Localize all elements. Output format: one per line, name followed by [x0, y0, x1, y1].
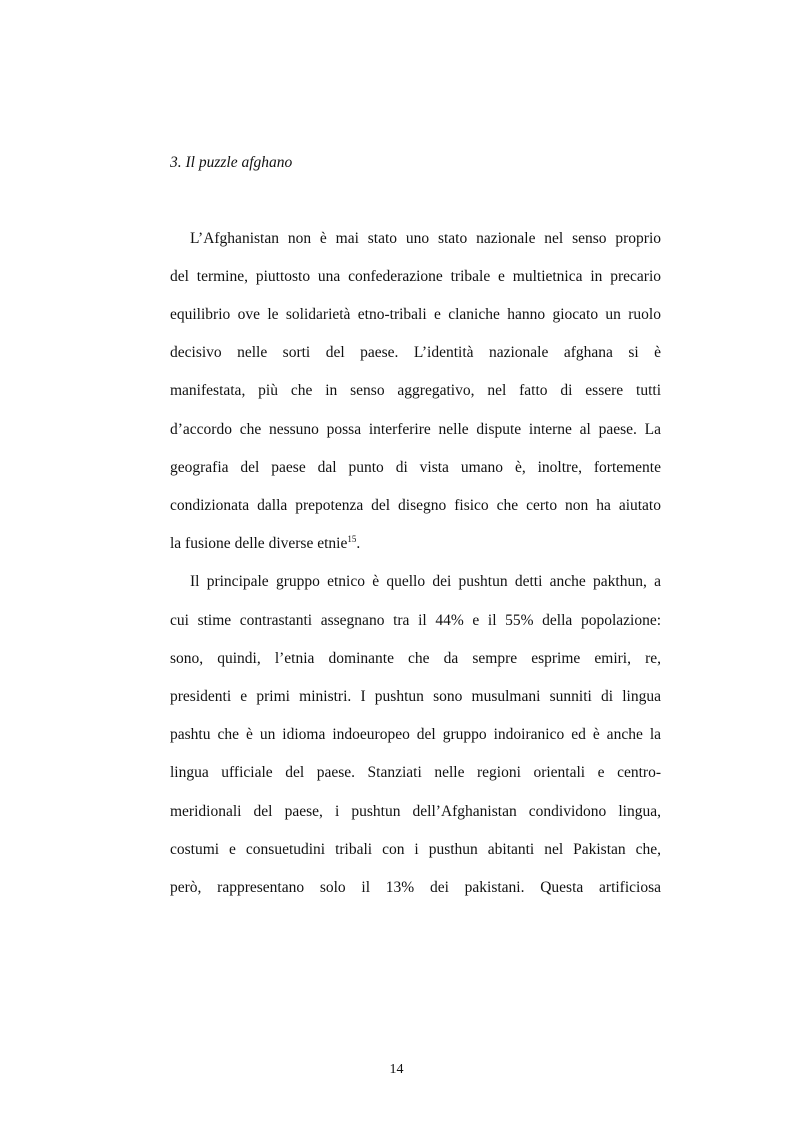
- paragraph-1-line: decisivo nelle sorti del paese. L’identità nazionale afghana si è: [170, 344, 661, 361]
- paragraph-1-line: del termine, piuttosto una confederazione tribale e multietnica in precario: [170, 268, 661, 285]
- footnote-reference[interactable]: 15: [347, 534, 357, 544]
- paragraph-2-line: cui stime contrastanti assegnano tra il 44% e il 55% della popolazione:: [170, 612, 661, 629]
- paragraph-1-line: geografia del paese dal punto di vista umano è, inoltre, fortemente: [170, 459, 661, 476]
- paragraph-1-line: manifestata, più che in senso aggregativo, nel fatto di essere tutti: [170, 382, 661, 399]
- paragraph-2-line: pashtu che è un idioma indoeuropeo del gruppo indoiranico ed è anche la: [170, 726, 661, 743]
- paragraph-2-line: sono, quindi, l’etnia dominante che da sempre esprime emiri, re,: [170, 650, 661, 667]
- paragraph-1-last-line-text: la fusione delle diverse etnie: [170, 535, 348, 552]
- paragraph-2-line: Il principale gruppo etnico è quello dei pushtun detti anche pakthun, a: [190, 573, 661, 590]
- paragraph-1-line: condizionata dalla prepotenza del disegno fisico che certo non ha aiutato: [170, 497, 661, 514]
- paragraph-2-line: presidenti e primi ministri. I pushtun sono musulmani sunniti di lingua: [170, 688, 661, 705]
- paragraph-1-last-line: [170, 533, 360, 555]
- paragraph-2-line: meridionali del paese, i pushtun dell’Afghanistan condividono lingua,: [170, 803, 661, 820]
- paragraph-1-line: d’accordo che nessuno possa interferire nelle dispute interne al paese. La: [170, 421, 661, 438]
- paragraph-2-line: costumi e consuetudini tribali con i pusthun abitanti nel Pakistan che,: [170, 841, 661, 858]
- paragraph-2-line: lingua ufficiale del paese. Stanziati nelle regioni orientali e centro-: [170, 764, 661, 781]
- page-number: 14: [389, 1062, 404, 1077]
- paragraph-1-line: equilibrio ove le solidarietà etno-tribali e claniche hanno giocato un ruolo: [170, 306, 661, 323]
- section-heading: 3. Il puzzle afghano: [170, 154, 293, 171]
- paragraph-2-line: però, rappresentano solo il 13% dei pakistani. Questa artificiosa: [170, 879, 661, 896]
- paragraph-1-line: L’Afghanistan non è mai stato uno stato nazionale nel senso proprio: [190, 230, 661, 247]
- paragraph-1-last-line-end: .: [356, 535, 361, 552]
